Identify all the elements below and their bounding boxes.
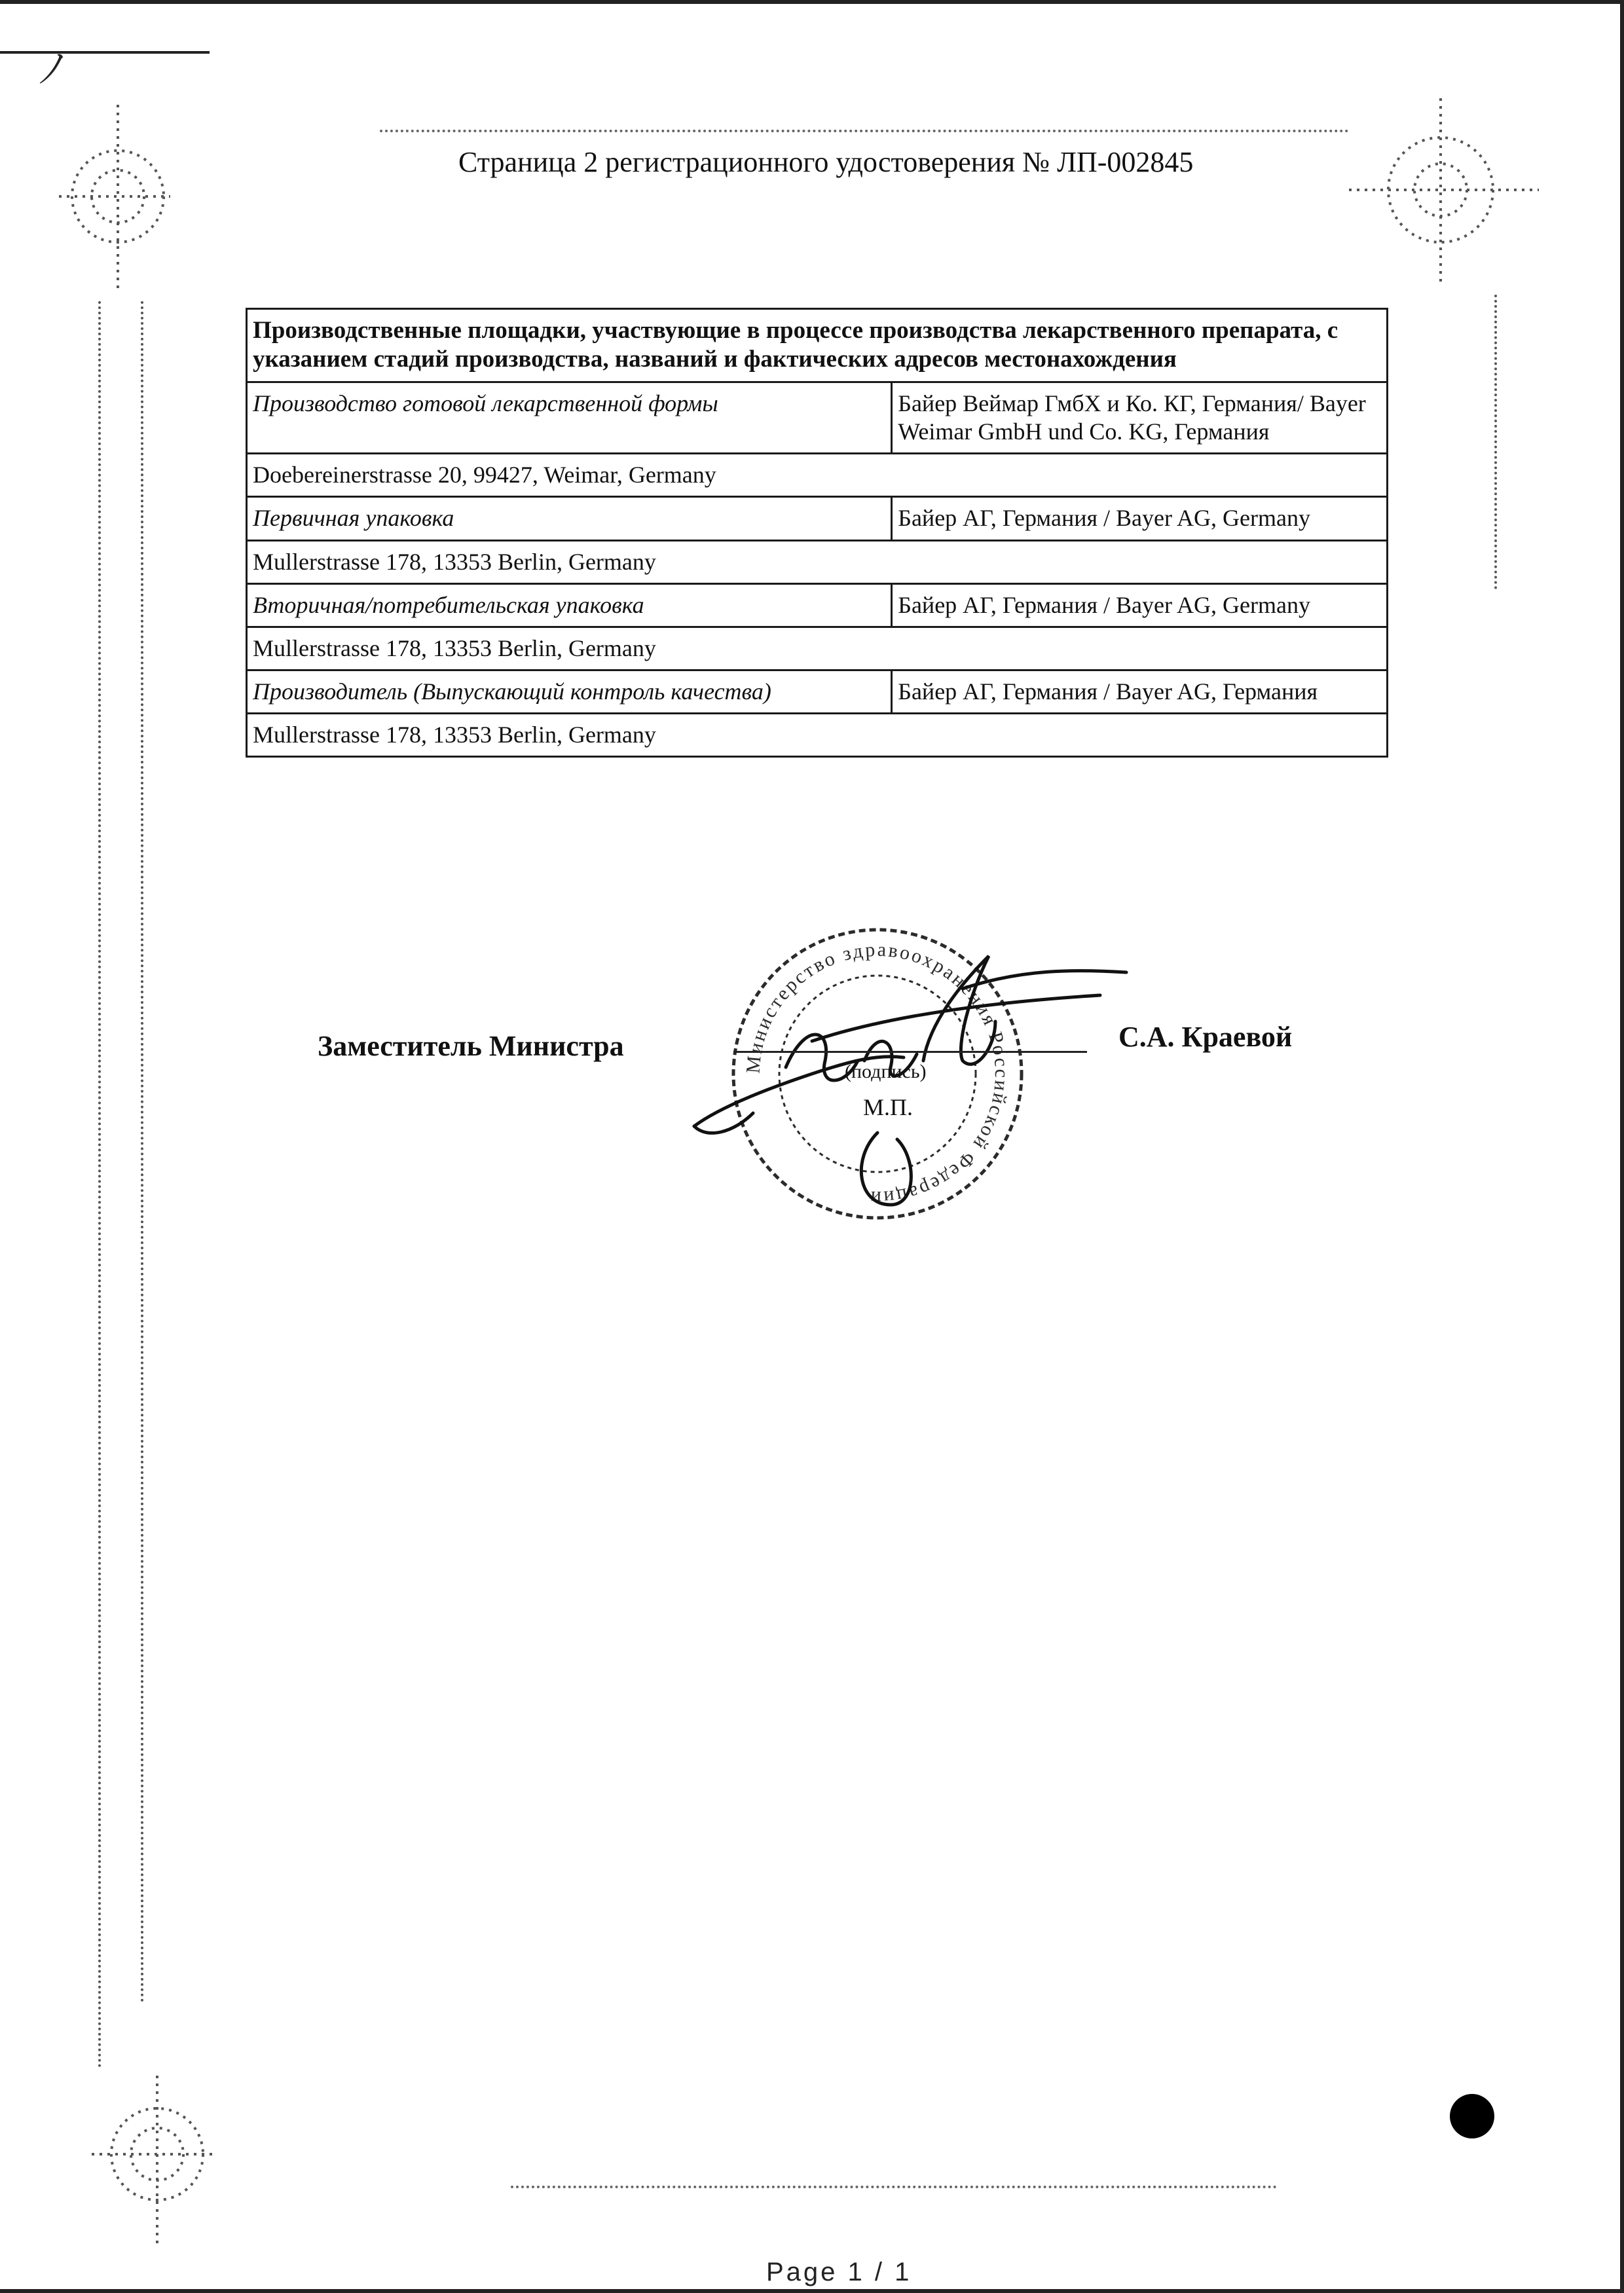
table-intro-cell: Производственные площадки, участвующие в процессе производства лекарственного препарата, с указанием стадий производства, названий и фактических адресов местонахождения [247,309,1388,382]
left-dotted-border-inner [141,301,146,2004]
stage-cell: Вторичная/потребительская упаковка [247,583,892,627]
seal-text: Министерство здравоохранения Российской Федерации [742,938,1013,1209]
address-cell: Mullerstrasse 178, 13353 Berlin, Germany [247,627,1388,670]
ornament-top-right-icon [1336,92,1552,288]
table-row [247,670,1388,714]
corner-line [0,51,210,54]
production-sites-table [246,308,1388,758]
address-row [247,454,1388,497]
page-footer: Page 1 / 1 [766,2258,912,2286]
table-row [247,382,1388,453]
signatory-position: Заместитель Министра [318,1030,624,1062]
signature-hint: (подпись) [845,1061,927,1082]
scan-edge-right [1620,0,1624,2293]
address-row [247,540,1388,583]
right-dotted-border [1494,295,1500,589]
company-cell: Байер АГ, Германия / Bayer AG, Germany [892,583,1388,627]
company-cell: Байер АГ, Германия / Bayer AG, Germany [892,497,1388,540]
ornament-bottom-left-icon [85,2069,216,2252]
header-dotted-line [380,130,1349,135]
bottom-dotted-line [511,2186,1277,2191]
scan-dot-mark [1450,2094,1494,2138]
company-cell: Байер АГ, Германия / Bayer AG, Германия [892,670,1388,714]
page-title: Страница 2 регистрационного удостоверения № ЛП-002845 [458,146,1194,178]
address-row [247,627,1388,670]
address-cell: Doebereinerstrasse 20, 99427, Weimar, Germany [247,454,1388,497]
stamp-place-mark: М.П. [863,1094,913,1120]
company-cell: Байер Веймар ГмбХ и Ко. КГ, Германия/ Bayer Weimar GmbH und Co. KG, Германия [892,382,1388,453]
address-cell: Mullerstrasse 178, 13353 Berlin, Germany [247,714,1388,757]
stage-cell: Первичная упаковка [247,497,892,540]
scan-edge-top [0,0,1624,4]
table-row [247,583,1388,627]
stage-cell: Производство готовой лекарственной формы [247,382,892,453]
signatory-name: С.А. Краевой [1118,1021,1293,1053]
address-cell: Mullerstrasse 178, 13353 Berlin, Germany [247,540,1388,583]
table-row [247,497,1388,540]
ornament-top-left-icon [46,92,177,301]
corner-pen-mark: ﾉ [39,48,59,91]
stage-cell: Производитель (Выпускающий контроль качества) [247,670,892,714]
left-dotted-border [98,301,103,2069]
address-row [247,714,1388,757]
signature-line [733,1051,1087,1053]
table-intro-row [247,309,1388,382]
scan-edge-bottom [0,2289,1624,2293]
